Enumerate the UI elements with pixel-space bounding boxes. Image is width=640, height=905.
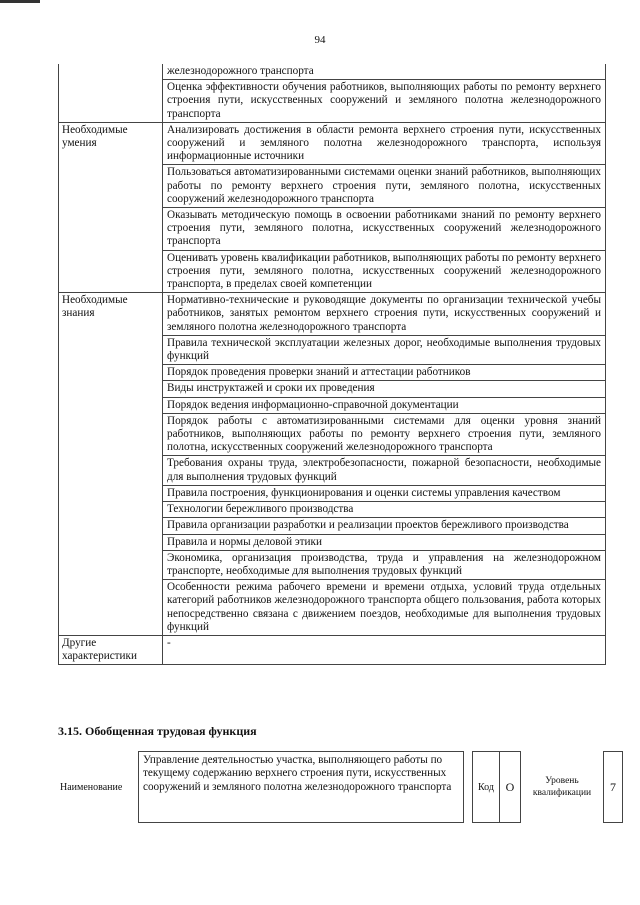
row-label: Необходимые умения [59, 122, 163, 292]
row-text: Виды инструктажей и сроки их проведения [163, 381, 606, 397]
row-label: Необходимые знания [59, 293, 163, 636]
function-name-value: Управление деятельностью участка, выполняющего работы по текущему содержанию верхнего строения пути, искусственных сооружений и земляного полотна железнодорожного транспорта [138, 751, 464, 823]
row-text: Порядок работы с автоматизированными системами для оценки уровня знаний работников, выполняющих работы по ремонту верхнего строения пути, земляного полотна, искусственных сооружений железнодорожного транспорта [163, 413, 606, 456]
code-label: Код [472, 751, 499, 823]
table-row [59, 293, 606, 336]
table-row [59, 122, 606, 165]
row-text: Оценка эффективности обучения работников, выполняющих работы по ремонту верхнего строения пути, искусственных сооружений и земляного полотна железнодорожного транспорта [163, 80, 606, 123]
row-text: Порядок ведения информационно-справочной документации [163, 397, 606, 413]
row-text: Пользоваться автоматизированными системами оценки знаний работников, выполняющих работы по ремонту верхнего строения пути, земляного полотна, искусственных сооружений железнодорожного транспорта [163, 165, 606, 208]
row-text: Экономика, организация производства, труда и управления на железнодорожном транспорте, необходимые для выполнения трудовых функций [163, 550, 606, 579]
qualification-level-label: Уровень квалификации [532, 776, 592, 798]
name-label: Наименование [60, 781, 123, 793]
row-text: Особенности режима рабочего времени и времени отдыха, условий труда отдельных категорий работников железнодорожного транспорта общего пользования, работа которых непосредственно связана с движением поездов, необходимые для выполнения трудовых функций [163, 580, 606, 636]
code-value: O [499, 751, 521, 823]
row-text: железнодорожного транспорта [163, 64, 606, 80]
row-text: Оказывать методическую помощь в освоении работниками знаний по ремонту верхнего строения пути, земляного полотна, искусственных сооружений железнодорожного транспорта [163, 208, 606, 251]
row-text: Требования охраны труда, электробезопасности, пожарной безопасности, необходимые для выполнения трудовых функций [163, 456, 606, 485]
scan-artifact [0, 0, 40, 3]
table-row [59, 635, 606, 664]
table-row [59, 64, 606, 80]
row-text: Технологии бережливого производства [163, 502, 606, 518]
requirements-table [58, 64, 606, 665]
row-text: Нормативно-технические и руководящие документы по организации технической учебы работников, занятых ремонтом верхнего строения пути, искусственных сооружений и земляного полотна железнодорожного транспорта [163, 293, 606, 336]
requirements-table-body [59, 64, 606, 665]
row-label: Другие характеристики [59, 635, 163, 664]
row-text: Оценивать уровень квалификации работников, выполняющих работы по ремонту верхнего строения пути, земляного полотна, искусственных сооружений железнодорожного транспорта, в пределах своей компетенции [163, 250, 606, 293]
spacer [464, 751, 472, 823]
generalized-function-row [60, 751, 623, 823]
row-label [59, 64, 163, 122]
generalized-function-table [60, 751, 623, 823]
qualification-level-value: 7 [603, 751, 623, 823]
row-text: Правила технической эксплуатации железных дорог, необходимые выполнения трудовых функций [163, 335, 606, 364]
section-heading: 3.15. Обобщенная трудовая функция [58, 724, 257, 738]
page-number: 94 [314, 34, 326, 46]
row-text: Анализировать достижения в области ремонта верхнего строения пути, искусственных сооружений и земляного полотна железнодорожного транспорта, используя информационные источники [163, 122, 606, 165]
row-text: Порядок проведения проверки знаний и аттестации работников [163, 365, 606, 381]
row-text: Правила и нормы деловой этики [163, 534, 606, 550]
row-text: Правила построения, функционирования и оценки системы управления качеством [163, 485, 606, 501]
row-text: - [163, 635, 606, 664]
row-text: Правила организации разработки и реализации проектов бережливого производства [163, 518, 606, 534]
